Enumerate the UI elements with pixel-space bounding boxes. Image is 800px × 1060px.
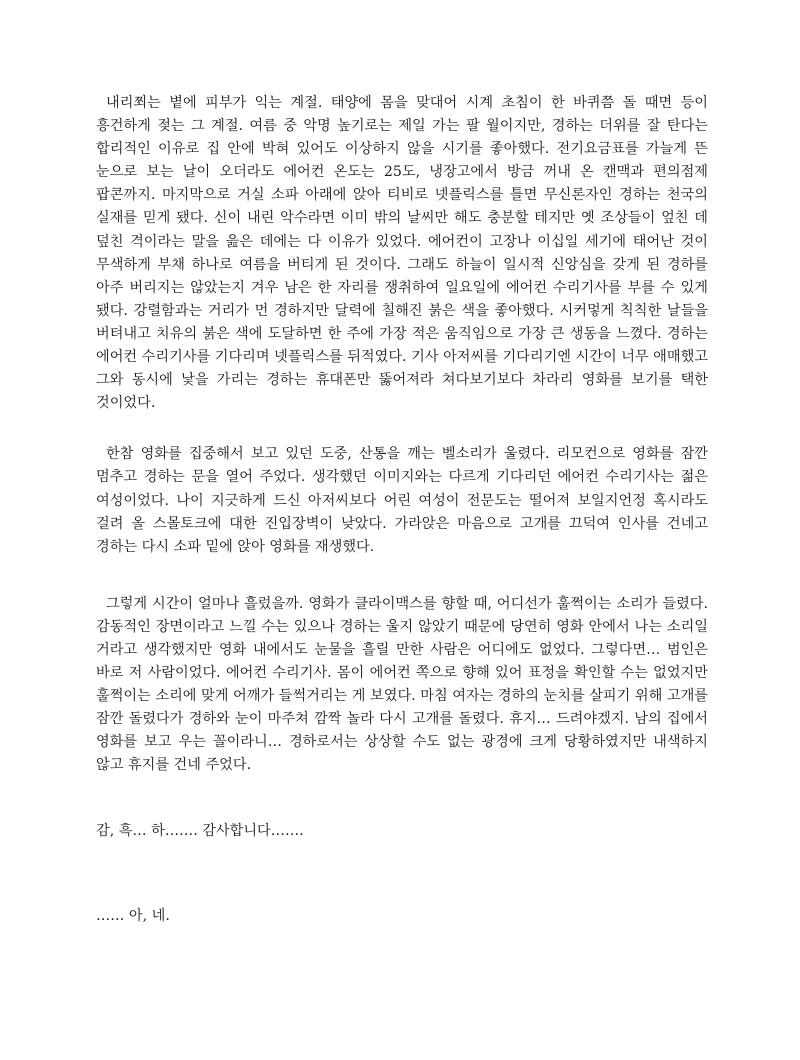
paragraph-2: 한참 영화를 집중해서 보고 있던 도중, 산통을 깨는 벨소리가 울렸다. 리모컨으로 영화를 잠깐 멈추고 경하는 문을 열어 주었다. 생각했던 이미지와는 다르게 기다리던 에어컨 수리기사는 젊은 여성이었다. 나이 지긋하게 드신 아저씨보다 어린 여성이 전문도는 떨어져 보일지언정 혹시라도 걸려 올 스몰토크에 대한 진입장벽이 낮았다. 가라앉은 마음으로 고개를 끄덕여 인사를 건네고 경하는 다시 소파 밑에 앉아 영화를 재생했다.	[96, 446, 708, 555]
paragraph-spacer	[96, 843, 708, 905]
dialogue-line-2: …… 아, 네.	[96, 907, 170, 924]
dialogue-line-1: 감, 흑… 하……. 감사합니다…….	[96, 822, 304, 839]
paragraph-1: 내리쬐는 볕에 피부가 익는 계절. 태양에 몸을 맞대어 시계 초침이 한 바퀴쯤 돌 때면 등이 흥건하게 젖는 그 계절. 여름 중 악명 높기로는 제일 가는 팔 월이지만, 경하는 더위를 잘 탄다는 합리적인 이유로 집 안에 박혀 있어도 이상하지 않을 시기를 좋아했다. 전기요금표를 가늘게 뜬 눈으로 보는 날이 오더라도 에어컨 온도는 25도, 냉장고에서 방금 꺼내 온 캔맥과 편의점제 팝콘까지. 마지막으로 거실 소파 아래에 앉아 티비로 넷플릭스를 틀면 무신론자인 경하는 천국의 실재를 믿게 됐다. 신이 내린 악수라면 이미 밖의 날씨만 해도 충분할 테지만 옛 조상들이 엎친 데 덮친 격이라는 말을 읊은 데에는 다 이유가 있었다. 에어컨이 고장나 이십일 세기에 태어난 것이 무색하게 부채 하나로 여름을 버티게 된 것이다. 그래도 하늘이 일시적 신앙심을 갖게 된 경하를 아주 버리지는 않았는지 겨우 남은 한 자리를 쟁취하여 일요일에 에어컨 수리기사를 부를 수 있게 됐다. 강렬함과는 거리가 먼 경하지만 달력에 칠해진 붉은 색을 좋아했다. 시커멓게 칙칙한 날들을 버텨내고 치유의 붉은 색에 도달하면 한 주에 가장 적은 움직임으로 가장 큰 생동을 느꼈다. 경하는 에어컨 수리기사를 기다리며 넷플릭스를 뒤적였다. 기사 아저씨를 기다리기엔 시간이 너무 애매했고 그와 동시에 낯을 가리는 경하는 휴대폰만 뚫어져라 쳐다보기보다 차라리 영화를 보기를 택한 것이었다.	[96, 95, 708, 412]
paragraph-spacer	[96, 778, 708, 820]
document-page	[96, 92, 708, 928]
paragraph-spacer	[96, 415, 708, 443]
paragraph-spacer	[96, 559, 708, 593]
paragraph-3: 그렇게 시간이 얼마나 흘렀을까. 영화가 클라이맥스를 향할 때, 어디선가 훌쩍이는 소리가 들렸다. 감동적인 장면이라고 느낄 수는 있으나 경하는 울지 않았기 때문에 당연히 영화 안에서 나는 소리일 거라고 생각했지만 영화 내에서도 눈물을 흘릴 만한 사람은 어디에도 없었다. 그렇다면… 범인은 바로 저 사람이었다. 에어컨 수리기사. 몸이 에어컨 쪽으로 향해 있어 표정을 확인할 수는 없었지만 훌쩍이는 소리에 맞게 어깨가 들썩거리는 게 보였다. 마침 여자는 경하의 눈치를 살피기 위해 고개를 잠깐 돌렸다가 경하와 눈이 마주쳐 깜짝 놀라 다시 고개를 돌렸다. 휴지… 드려야겠지. 남의 집에서 영화를 보고 우는 꼴이라니… 경하로서는 상상할 수도 없는 광경에 크게 당황하였지만 내색하지 않고 휴지를 건네 주었다.	[96, 595, 708, 774]
